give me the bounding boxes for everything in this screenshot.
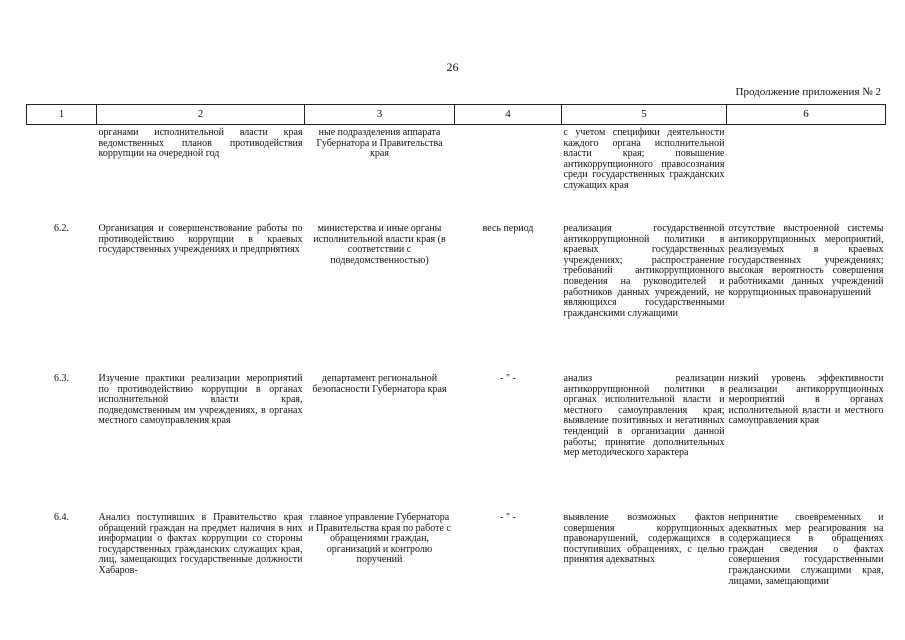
plan-table: [26, 104, 886, 593]
continuation-label: Продолжение приложения № 2: [735, 86, 881, 98]
page-number: 26: [446, 60, 459, 74]
table-row: [27, 224, 886, 374]
action-cell: Изучение практики реализации мероприятий по противодействию коррупции в органах исполнительной власти края, подведомственным им учреждениях, в органах местного самоуправления края: [98, 373, 303, 427]
risk-cell: непринятие своевременных и адекватных мер реагирования на содержащиеся в обращениях граждан сведения о фактах совершения государственными гражданскими служащими края, лицами, замещающими: [728, 512, 884, 587]
column-number: 3: [305, 105, 455, 125]
table-row: [27, 374, 886, 513]
period-cell: весь период: [482, 223, 534, 234]
action-cell: органами исполнительной власти края ведомственных планов противодействия коррупции на очередной год: [98, 127, 303, 160]
period-cell: [455, 125, 562, 225]
table-row: [27, 125, 886, 225]
column-number: 1: [27, 105, 97, 125]
column-number: 2: [97, 105, 305, 125]
item-number: 6.4.: [54, 512, 69, 523]
risk-cell: отсутствие выстроенной системы антикоррупционных мероприятий, реализуемых в краевых государственных учреждениях; высокая вероятность совершения работниками данных учреждений коррупционных правонарушений: [728, 223, 884, 298]
period-cell: - " -: [500, 512, 516, 523]
executor-cell: министерства и иные органы исполнительной власти края (в соответствии с подведомственностью): [313, 223, 446, 266]
item-number: [27, 125, 97, 225]
action-cell: Анализ поступивших в Правительство края обращений граждан на предмет наличия в них информации о фактах коррупции со стороны государственных гражданских служащих края, лиц, замещающих государственные должности Хабаров-: [98, 512, 303, 576]
item-number: 6.3.: [54, 373, 69, 384]
executor-cell: ные подразделения аппарата Губернатора и Правительства края: [316, 127, 443, 160]
result-cell: реализация государственной антикоррупционной политики в краевых государственных учреждениях; распространение требований антикоррупционного поведения на руководителей и работников данных учреждений, не являющихся государственными гражданскими служащими: [563, 223, 725, 319]
period-cell: - " -: [500, 373, 516, 384]
risk-cell: низкий уровень эффективности реализации антикоррупционных мероприятий в органах исполнительной власти и местного самоуправления края: [728, 373, 884, 427]
table-row: [27, 513, 886, 593]
risk-cell: [727, 125, 886, 225]
item-number: 6.2.: [54, 223, 69, 234]
column-number: 4: [455, 105, 562, 125]
column-number: 6: [727, 105, 886, 125]
result-cell: анализ реализации антикоррупционной политики в органах исполнительной власти и местного самоуправления края; выявление позитивных и негативных тенденций в организации данной работы; принятие дополнительных мер методического характера: [563, 373, 725, 459]
result-cell: с учетом специфики деятельности каждого органа исполнительной власти края; повышение антикоррупционного правосознания среди государственных гражданских служащих края: [563, 127, 725, 191]
executor-cell: департамент региональной безопасности Губернатора края: [312, 373, 447, 395]
column-number: 5: [562, 105, 727, 125]
action-cell: Организация и совершенствование работы по противодействию коррупции в краевых государственных учреждениях и предприятиях: [98, 223, 303, 256]
column-number-row: [27, 105, 886, 125]
result-cell: выявление возможных фактов совершения коррупционных правонарушений, содержащихся в поступивших обращениях, с целью принятия адекватных: [563, 512, 725, 566]
executor-cell: главное управление Губернатора и Правительства края по работе с обращениями граждан, организаций и контролю поручений: [308, 512, 451, 566]
